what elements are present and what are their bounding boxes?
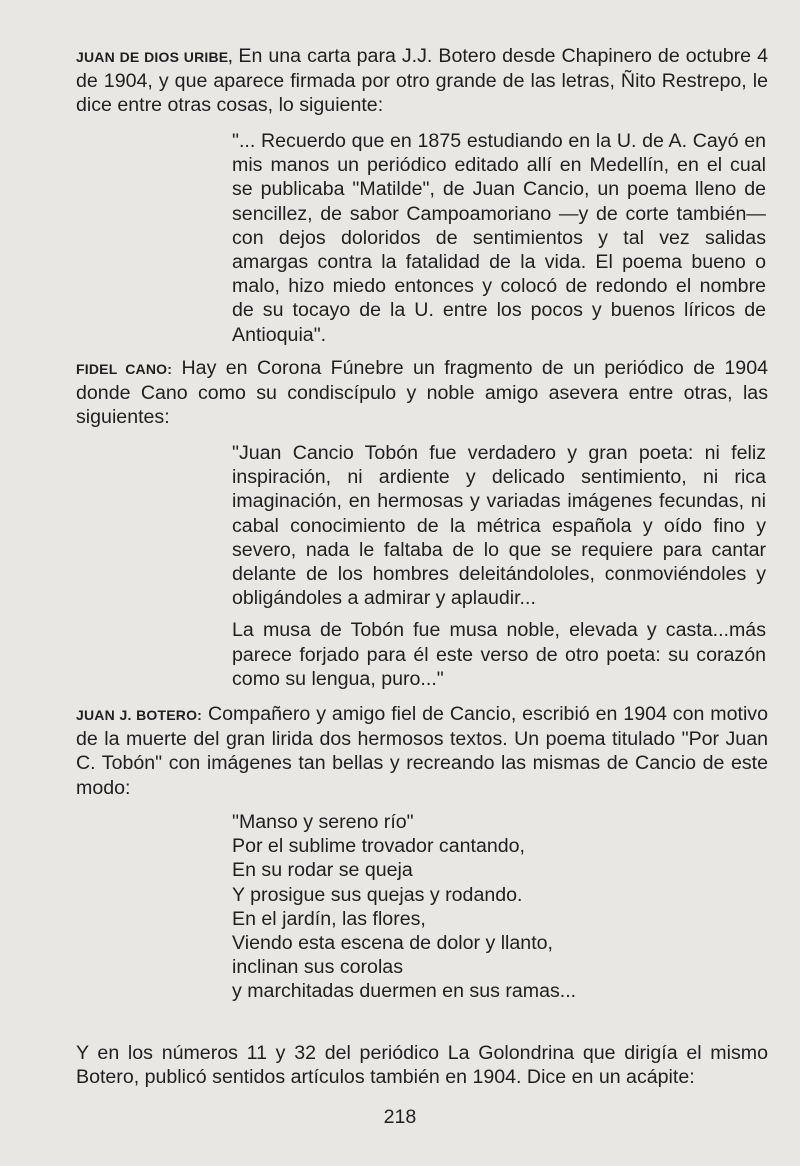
poem-line: En el jardín, las flores, xyxy=(232,907,426,930)
author-name-cano: FIDEL CANO: xyxy=(76,361,173,377)
quote-cano-part1: "Juan Cancio Tobón fue verdadero y gran poeta: ni feliz inspiración, ni ardiente y delicado sentimiento, ni rica imaginación, en hermosas y variadas imágenes fecundas, ni cabal conocimiento de la métrica española y oído fino y severo, nada le faltaba de lo que se requiere para cantar delante de los hombres deleitándololes, conmoviéndoles y obligándoles a admirar y aplaudir... xyxy=(232,442,766,610)
author-name-uribe: JUAN DE DIOS URIBE, xyxy=(76,49,233,65)
poem-line: "Manso y sereno río" xyxy=(232,811,414,833)
paragraph-cano-text: Hay en Corona Fúnebre un fragmento de un periódico de 1904 donde Cano como su condiscípulo y noble amigo asevera entre otras, las siguientes: xyxy=(76,357,768,429)
paragraph-uribe-text: En una carta para J.J. Botero desde Chapinero de octubre 4 de 1904, y que aparece firmada por otro grande de las letras, Ñito Restrepo, le dice entre otras cosas, lo siguiente: xyxy=(76,45,768,117)
poem-line: Y prosigue sus quejas y rodando. xyxy=(232,883,523,906)
paragraph-cano xyxy=(76,356,768,430)
paragraph-botero xyxy=(76,702,768,800)
poem-line: Viendo esta escena de dolor y llanto, xyxy=(232,932,553,955)
quote-cano xyxy=(232,441,766,691)
poem-line: y marchitadas duermen en sus ramas... xyxy=(232,980,577,1003)
poem-line: inclinan sus corolas xyxy=(232,956,403,979)
paragraph-botero-text: Compañero y amigo fiel de Cancio, escribió en 1904 con motivo de la muerte del gran lirida dos hermosos textos. Un poema titulado "Por Juan C. Tobón" con imágenes tan bellas y recreando las mismas de Cancio de este modo: xyxy=(76,703,768,799)
author-name-botero: JUAN J. BOTERO: xyxy=(76,707,203,723)
paragraph-uribe xyxy=(76,44,768,118)
quote-restrepo xyxy=(232,129,766,347)
poem-line: En su rodar se queja xyxy=(232,859,413,882)
paragraph-golondrina: Y en los números 11 y 32 del periódico La Golondrina que dirigía el mismo Botero, publicó sentidos artículos también en 1904. Dice en un acápite: xyxy=(76,1042,768,1089)
quote-restrepo-text: "... Recuerdo que en 1875 estudiando en la U. de A. Cayó en mis manos un periódico editado allí en Medellín, en el cual se publicaba "Matilde", de Juan Cancio, un poema lleno de sencillez, de sabor Campoamoriano —y de corte también— con dejos doloridos de sentimientos y tal vez salidas amargas contra la fatalidad de la vida. El poema bueno o malo, hizo miedo entonces y colocó de redondo el nombre de su tocayo de la U. entre los pocos y buenos líricos de Antioquia". xyxy=(232,130,766,346)
poem-line: Por el sublime trovador cantando, xyxy=(232,835,525,858)
poem-block xyxy=(232,810,766,1004)
quote-cano-part2: La musa de Tobón fue musa noble, elevada y casta...más parece forjado para él este verso de otro poeta: su corazón como su lengua, puro..." xyxy=(232,619,766,690)
page-number: 218 xyxy=(383,1106,417,1128)
